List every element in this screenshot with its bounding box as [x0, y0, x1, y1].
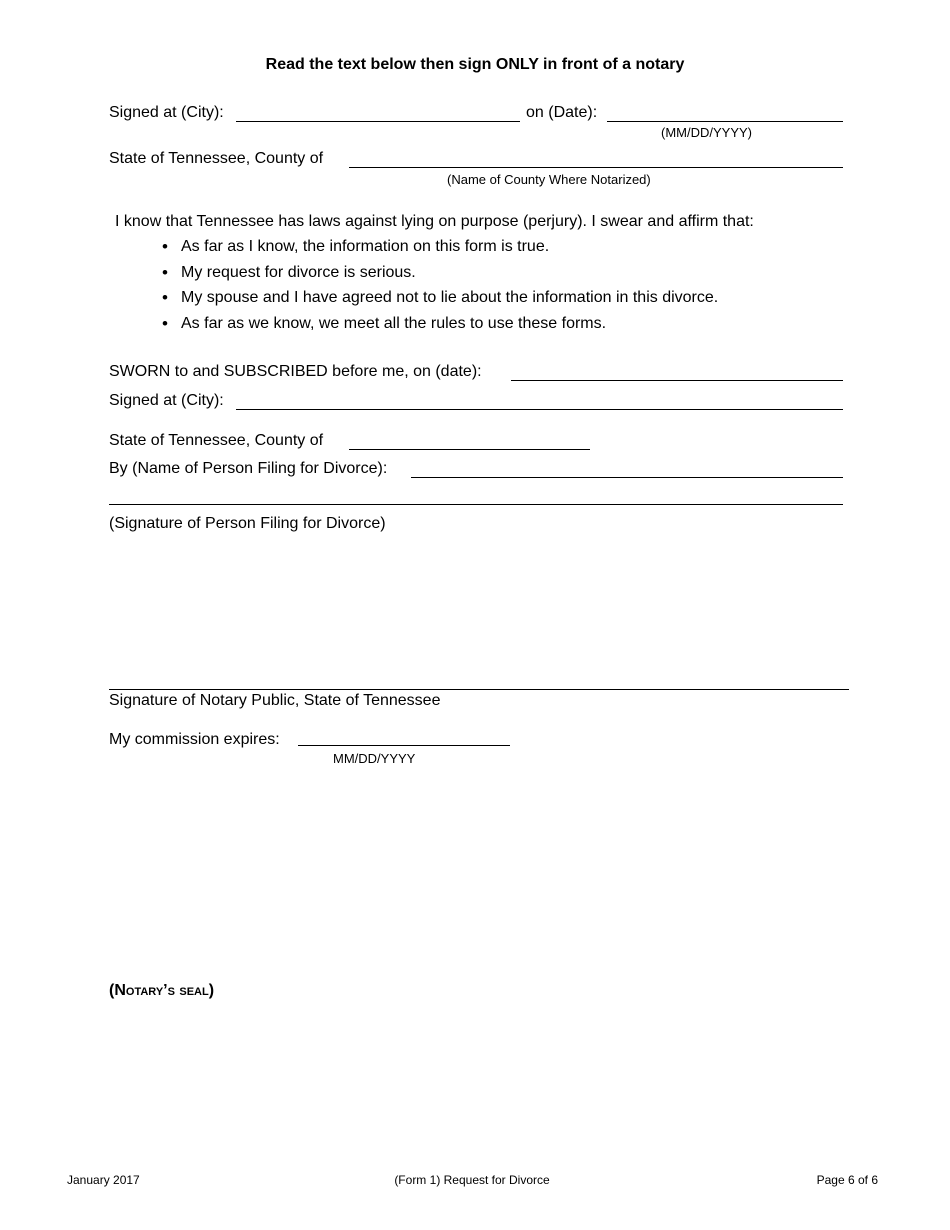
- notary-signed-at-label: Signed at (City):: [109, 392, 224, 409]
- filer-signature-field[interactable]: [109, 504, 843, 505]
- county-hint: (Name of County Where Notarized): [447, 172, 651, 187]
- state-county-label: State of Tennessee, County of: [109, 150, 324, 167]
- by-name-label: By (Name of Person Filing for Divorce):: [109, 460, 388, 477]
- notary-signature-label: Signature of Notary Public, State of Tennessee: [109, 692, 441, 709]
- sworn-label: SWORN to and SUBSCRIBED before me, on (date):: [109, 363, 482, 380]
- commission-date-field[interactable]: [298, 745, 510, 746]
- date-format-hint: (MM/DD/YYYY): [661, 125, 752, 140]
- filer-name-field[interactable]: [411, 477, 843, 478]
- oath-list: [160, 236, 718, 339]
- footer-form-title: (Form 1) Request for Divorce: [394, 1173, 550, 1187]
- oath-item: • As far as we know, we meet all the rules to use these forms.: [160, 313, 718, 339]
- notary-state-county-label: State of Tennessee, County of: [109, 432, 324, 449]
- sign-date-field[interactable]: [607, 121, 843, 122]
- oath-item: • As far as I know, the information on this form is true.: [160, 236, 718, 262]
- footer-date: January 2017: [67, 1173, 140, 1187]
- notary-signed-at-field[interactable]: [236, 409, 843, 410]
- commission-hint: MM/DD/YYYY: [333, 751, 416, 766]
- county-field[interactable]: [349, 167, 843, 168]
- sworn-date-field[interactable]: [511, 380, 843, 381]
- oath-item: • My spouse and I have agreed not to lie about the information in this divorce.: [160, 287, 718, 313]
- filer-signature-label: (Signature of Person Filing for Divorce): [109, 515, 386, 532]
- on-date-label: on (Date):: [526, 104, 598, 121]
- oath-item: • My request for divorce is serious.: [160, 262, 718, 288]
- notary-seal-label: (Notary’s seal): [109, 982, 215, 999]
- oath-intro: I know that Tennessee has laws against lying on purpose (perjury). I swear and affirm that:: [115, 213, 754, 230]
- signed-at-city-label: Signed at (City):: [109, 104, 224, 121]
- notary-county-field[interactable]: [349, 449, 590, 450]
- notary-signature-field[interactable]: [109, 689, 849, 690]
- signed-at-city-field[interactable]: [236, 121, 520, 122]
- footer-page-number: Page 6 of 6: [816, 1173, 878, 1187]
- commission-label: My commission expires:: [109, 731, 280, 748]
- page-heading: Read the text below then sign ONLY in front of a notary: [265, 56, 685, 73]
